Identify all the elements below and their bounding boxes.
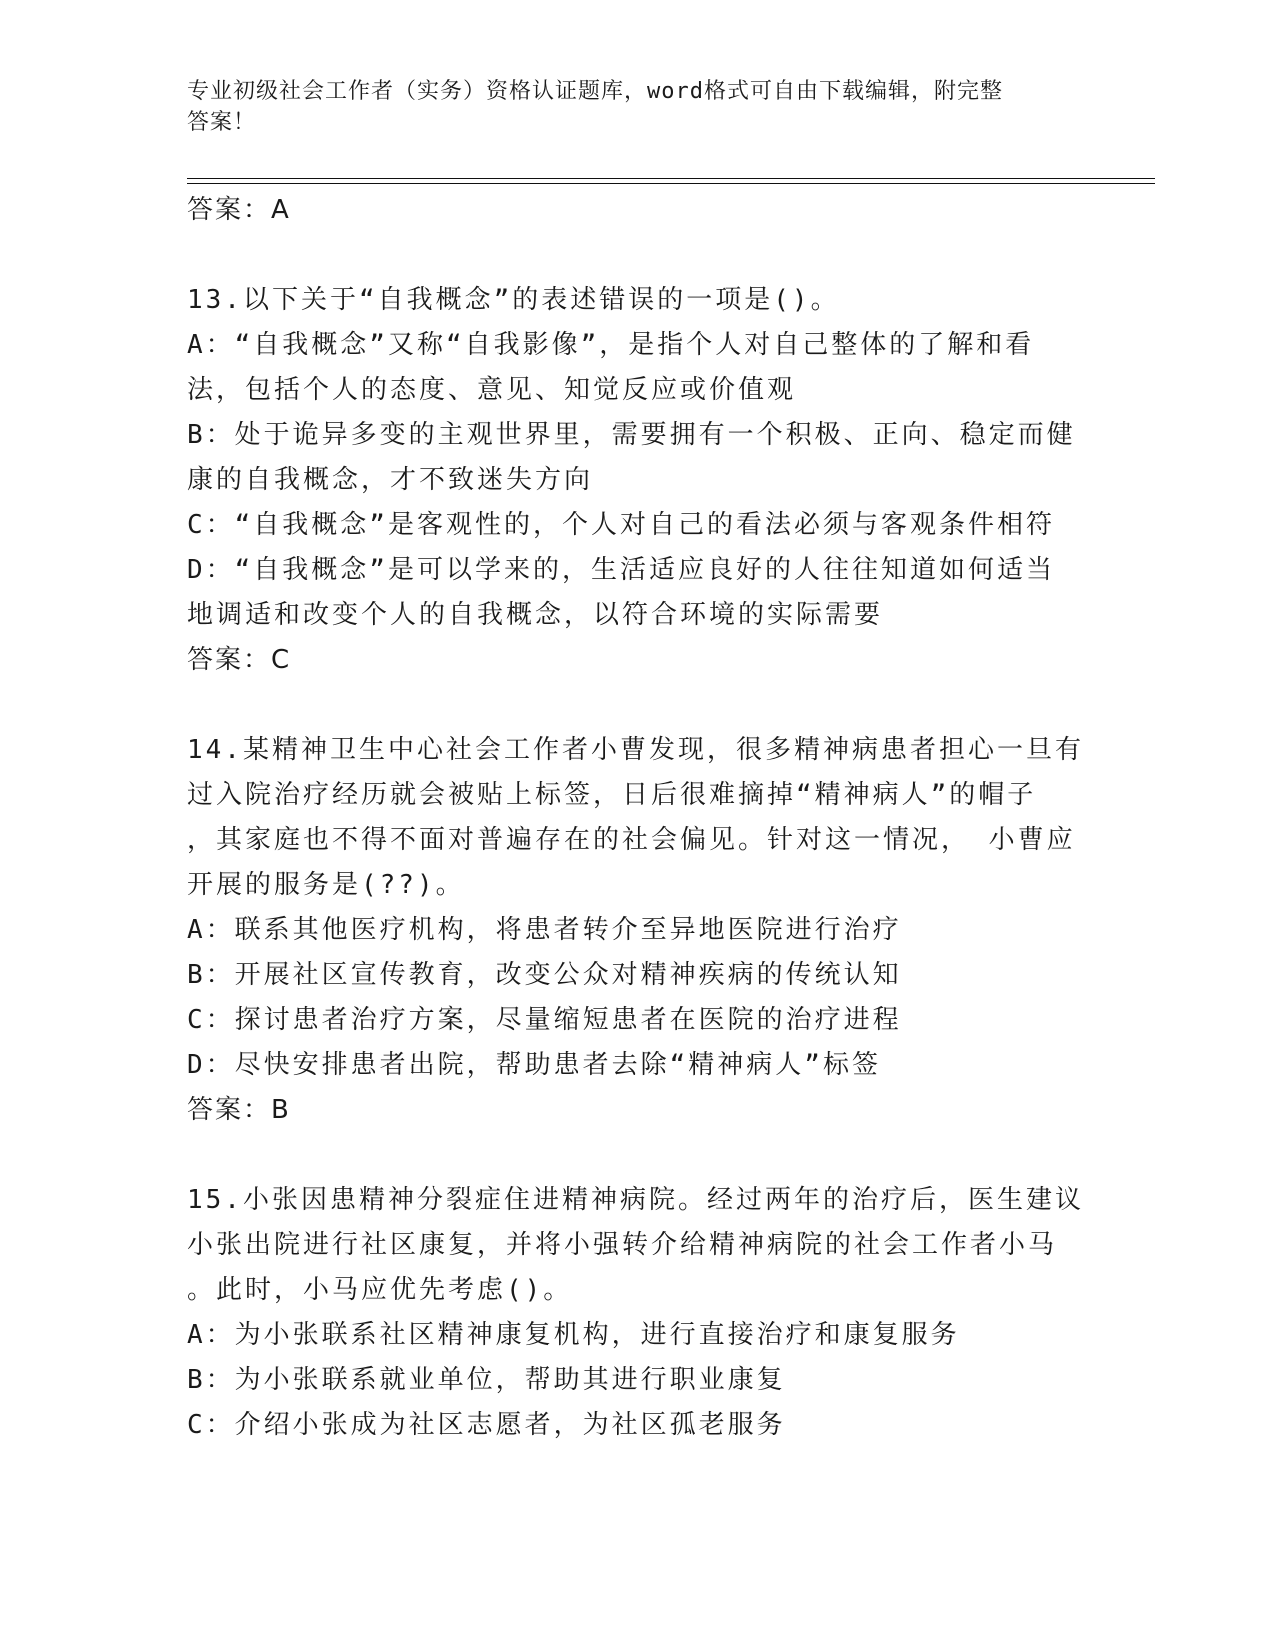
question-14-option-c: C：探讨患者治疗方案，尽量缩短患者在医院的治疗进程 bbox=[187, 1005, 902, 1035]
question-13 bbox=[187, 278, 1087, 683]
question-14-stem-cont-2: ，其家庭也不得不面对普遍存在的社会偏见。针对这一情况， 小曹应 bbox=[187, 825, 1076, 855]
question-15-stem-cont-1: 小张出院进行社区康复，并将小强转介给精神病院的社会工作者小马 bbox=[187, 1230, 1058, 1260]
question-13-option-b-cont: 康的自我概念，才不致迷失方向 bbox=[187, 465, 594, 495]
question-15-stem-cont-2: 。此时，小马应优先考虑()。 bbox=[187, 1275, 573, 1305]
question-15-option-a: A：为小张联系社区精神康复机构，进行直接治疗和康复服务 bbox=[187, 1320, 960, 1350]
question-15 bbox=[187, 1178, 1087, 1448]
question-14-option-d: D：尽快安排患者出院，帮助患者去除“精神病人”标签 bbox=[187, 1050, 881, 1080]
page-header bbox=[187, 76, 1067, 138]
answer-14: 答案：B bbox=[187, 1095, 291, 1125]
question-14-stem-cont-3: 开展的服务是(??)。 bbox=[187, 870, 465, 900]
question-14-option-a: A：联系其他医疗机构，将患者转介至异地医院进行治疗 bbox=[187, 915, 902, 945]
answer-12: 答案：A bbox=[187, 195, 291, 225]
question-15-option-b: B：为小张联系就业单位，帮助其进行职业康复 bbox=[187, 1365, 786, 1395]
spacer bbox=[187, 1133, 1087, 1178]
question-13-option-a-cont: 法，包括个人的态度、意见、知觉反应或价值观 bbox=[187, 375, 797, 405]
spacer bbox=[187, 233, 1087, 278]
question-content bbox=[187, 188, 1087, 1448]
question-14 bbox=[187, 728, 1087, 1133]
question-14-stem: 14.某精神卫生中心社会工作者小曹发现，很多精神病患者担心一旦有 bbox=[187, 735, 1084, 765]
question-13-option-d: D：“自我概念”是可以学来的，生活适应良好的人往往知道如何适当 bbox=[187, 555, 1055, 585]
spacer bbox=[187, 683, 1087, 728]
question-15-stem: 15.小张因患精神分裂症住进精神病院。经过两年的治疗后，医生建议 bbox=[187, 1185, 1084, 1215]
question-13-option-a: A：“自我概念”又称“自我影像”，是指个人对自己整体的了解和看 bbox=[187, 330, 1035, 360]
question-13-option-c: C：“自我概念”是客观性的，个人对自己的看法必须与客观条件相符 bbox=[187, 510, 1055, 540]
question-15-option-c: C：介绍小张成为社区志愿者，为社区孤老服务 bbox=[187, 1410, 786, 1440]
answer-13: 答案：C bbox=[187, 645, 292, 675]
question-13-option-b: B：处于诡异多变的主观世界里，需要拥有一个积极、正向、稳定而健 bbox=[187, 420, 1076, 450]
header-divider-top bbox=[187, 178, 1155, 179]
header-divider-bottom bbox=[187, 183, 1155, 184]
question-13-option-d-cont: 地调适和改变个人的自我概念，以符合环境的实际需要 bbox=[187, 600, 884, 630]
question-13-stem: 13.以下关于“自我概念”的表述错误的一项是()。 bbox=[187, 285, 840, 315]
header-text-line-2: 答案！ bbox=[187, 110, 257, 135]
question-14-stem-cont-1: 过入院治疗经历就会被贴上标签，日后很难摘掉“精神病人”的帽子 bbox=[187, 780, 1037, 810]
header-text-line-1: 专业初级社会工作者（实务）资格认证题库，word格式可自由下载编辑，附完整 bbox=[187, 79, 1003, 104]
question-14-option-b: B：开展社区宣传教育，改变公众对精神疾病的传统认知 bbox=[187, 960, 902, 990]
